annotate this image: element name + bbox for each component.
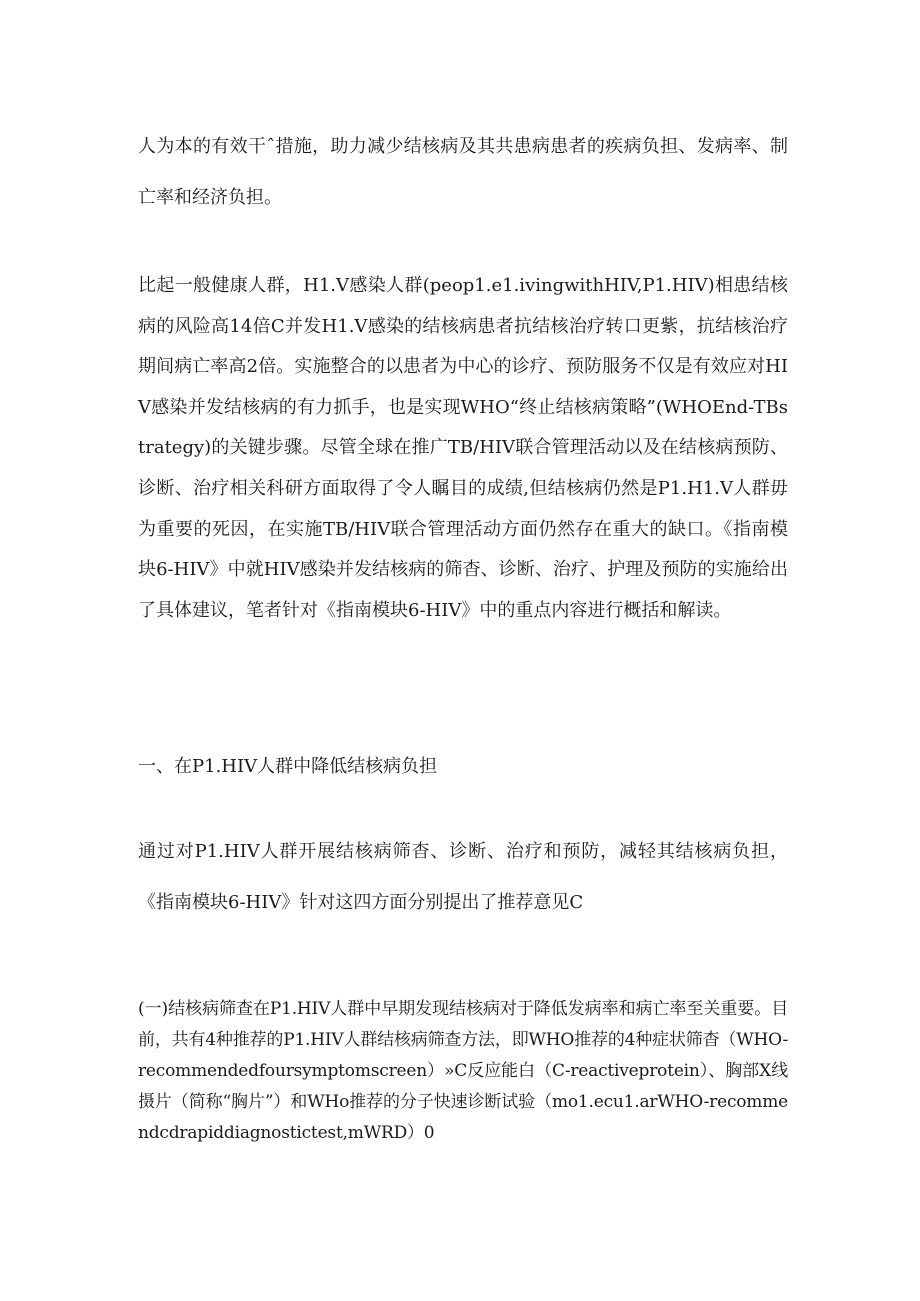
section-heading-1: 一、在P1.HIV人群中降低结核病负担	[138, 756, 438, 777]
paragraph-intro-continuation: 人为本的有效干ˆ措施，助力减少结核病及其共患病患者的疾病负担、发病率、制亡率和经济负担。	[138, 136, 788, 208]
paragraph-tb-screening: (一)结核病筛查在P1.HIV人群中早期发现结核病对于降低发病率和病亡率至关重要。目前，共有4种推荐的P1.HIV人群结核病筛查方法，即WHO推荐的4种症状筛杳（WHO-recommendedfoursymptomscreen）»C反应能白（C-reactiveprotein）、胸部X线摄片（简称“胸片”）和WHo推荐的分子快速诊断试验（mo1.ecu1.arWHO-recommendcdrapiddiagnostictest,mWRD）0	[138, 999, 788, 1143]
paragraph-section-intro: 通过对P1.HIV人群开展结核病筛杳、诊断、治疗和预防，减轻其结核病负担，《指南模块6-HIV》针对这四方面分别提出了推荐意见C	[138, 841, 788, 913]
paragraph-hiv-tb-risk: 比起一般健康人群，H1.V感染人群(peop1.e1.ivingwithHIV,P1.HIV)相患结核病的风险高14倍C并发H1.V感染的结核病患者抗结核治疗转口更紫，抗结核治疗期间病亡率高2倍。实施整合的以患者为中心的诊疗、预防服务不仅是有效应对HIV感染并发结核病的有力抓手，也是实现WHO“终止结核病策略”(WHOEnd-TBstrategy)的关键步骤。尽管全球在推广TB/HIV联合管理活动以及在结核病预防、诊断、治疗相关科研方面取得了令人瞩目的成绩,但结核病仍然是P1.H1.V人群毋为重要的死因，在实施TB/HIV联合管理活动方面仍然存在重大的缺口。《指南模块6-HIV》中就HIV感染并发结核病的筛杳、诊断、治疗、护理及预防的实施给出了具体建议，笔者针对《指南模块6-HIV》中的重点内容进行概括和解读。	[138, 275, 788, 621]
